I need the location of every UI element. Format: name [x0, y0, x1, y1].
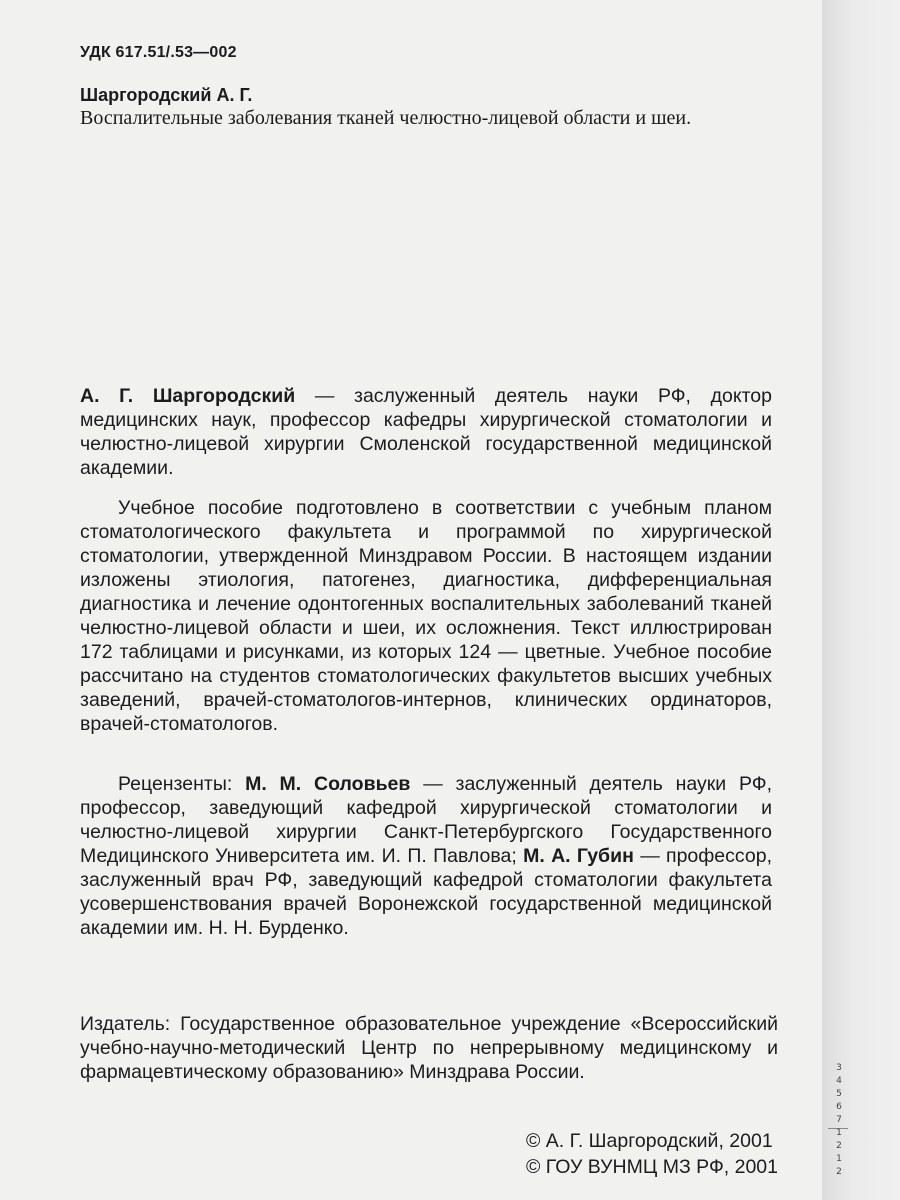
edge-digit: 7	[836, 1115, 842, 1125]
reviewer-2-name: М. А. Губин	[523, 845, 634, 867]
publisher-paragraph: Издатель: Государственное образовательное учреждение «Всероссийский учебно-научно-методический Центр по непрерывному медицинскому и фармацевтическому образованию» Минздрава России.	[80, 1013, 778, 1083]
edge-digit: 6	[836, 1102, 842, 1112]
udk-code: УДК 617.51/.53—002	[80, 44, 237, 61]
edge-digit: 4	[836, 1076, 842, 1086]
summary-paragraph: Учебное пособие подготовлено в соответствии с учебным планом стоматологического факультета и программой по хирургической стоматологии, утвержденной Минздравом России. В настоящем издании изложены этиология, патогенез, диагностика, дифференциальная диагностика и лечение одонтогенных воспалительных заболеваний тканей челюстно-лицевой области и шеи, их осложнения. Текст иллюстрирован 172 таблицами и рисунками, из которых 124 — цветные. Учебное пособие рассчитано на студентов стоматологических факультетов высших учебных заведений, врачей-стоматологов-интернов, клинических ординаторов, врачей-стоматологов.	[80, 497, 772, 735]
bib-title: Воспалительные заболевания тканей челюстно-лицевой области и шеи.	[80, 107, 692, 129]
edge-digit: 2	[836, 1141, 842, 1151]
copyright-author: © А. Г. Шаргородский, 2001	[526, 1130, 773, 1152]
reviewer-1-text: — заслуженный деятель науки РФ, профессор, заведующий кафедрой хирургической стоматологии и челюстно-лицевой хирургии Санкт-Петербургского Государственного Медицинского Университета им. И. П. Павлова;	[80, 773, 772, 867]
copyright-block	[526, 1128, 778, 1180]
reviewer-2-text: — профессор, заслуженный врач РФ, заведующий кафедрой стоматологии факультета усовершенствования врачей Воронежской государственной медицинской академии им. Н. Н. Бурденко.	[80, 845, 772, 939]
edge-digit: 1	[836, 1154, 842, 1164]
about-author-text: — заслуженный деятель науки РФ, доктор медицинских наук, профессор кафедры хирургической стоматологии и челюстно-лицевой хирургии Смоленской государственной медицинской академии.	[80, 385, 772, 479]
reviewer-1-name: М. М. Соловьев	[245, 773, 411, 795]
edge-digit: 3	[836, 1063, 842, 1073]
about-author-name: А. Г. Шаргородский	[80, 385, 296, 407]
edge-digit: 2	[836, 1167, 842, 1177]
page-edge	[822, 0, 900, 1200]
bibliographic-record	[80, 84, 770, 130]
about-author	[80, 384, 772, 480]
bib-author: Шаргородский А. Г.	[80, 85, 253, 105]
reviewers-paragraph	[80, 772, 772, 940]
edge-digit: 1	[836, 1128, 842, 1138]
reviewers-label: Рецензенты:	[118, 773, 246, 795]
edge-digit: 5	[836, 1089, 842, 1099]
edge-digits	[832, 1062, 846, 1179]
copyright-publisher: © ГОУ ВУНМЦ МЗ РФ, 2001	[526, 1156, 778, 1178]
